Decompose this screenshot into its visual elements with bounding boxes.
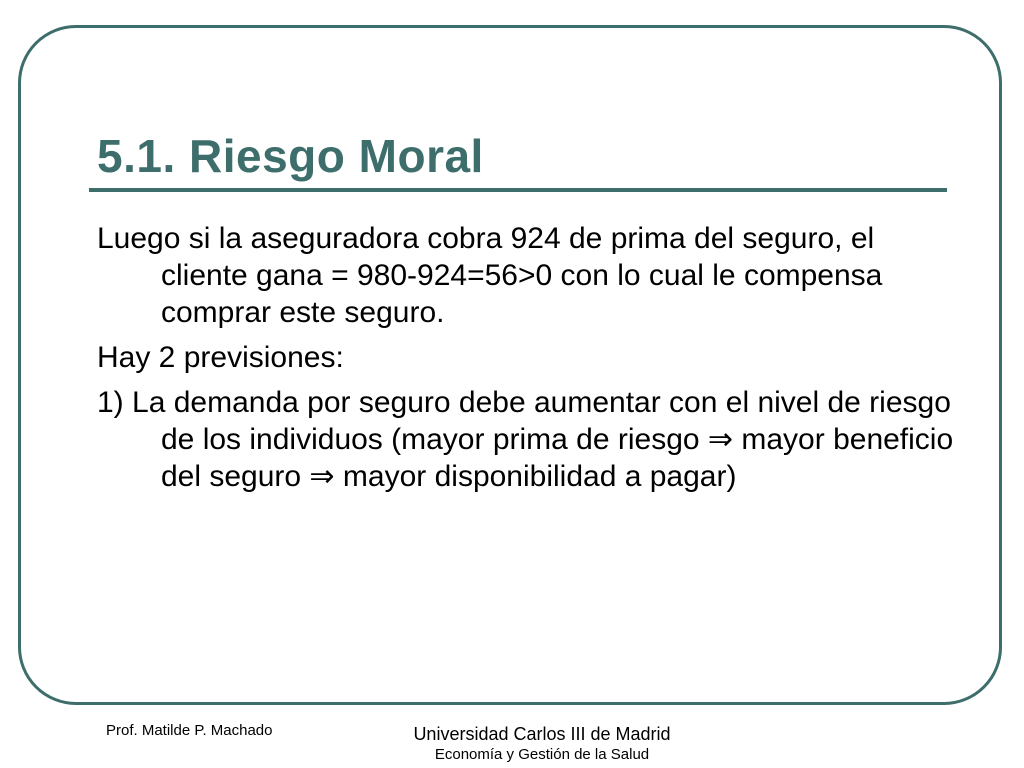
footer-institution xyxy=(378,723,706,765)
slide-title: 5.1. Riesgo Moral xyxy=(97,130,484,182)
footer-course: Economía y Gestión de la Salud xyxy=(434,746,650,763)
body-paragraph-1: Luego si la aseguradora cobra 924 de prima del seguro, el cliente gana = 980-924=56>0 con lo cual le compensa comprar este seguro. xyxy=(97,222,883,329)
title-underline xyxy=(89,188,947,192)
footer-university: Universidad Carlos III de Madrid xyxy=(413,724,671,744)
body-paragraph-3: 1) La demanda por seguro debe aumentar con el nivel de riesgo de los individuos (mayor prima de riesgo ⇒ mayor beneficio del seguro ⇒ mayor disponibilidad a pagar) xyxy=(97,386,954,493)
body-paragraph-2: Hay 2 previsiones: xyxy=(97,341,344,374)
slide-body xyxy=(97,220,957,503)
footer-author: Prof. Matilde P. Machado xyxy=(106,722,273,739)
